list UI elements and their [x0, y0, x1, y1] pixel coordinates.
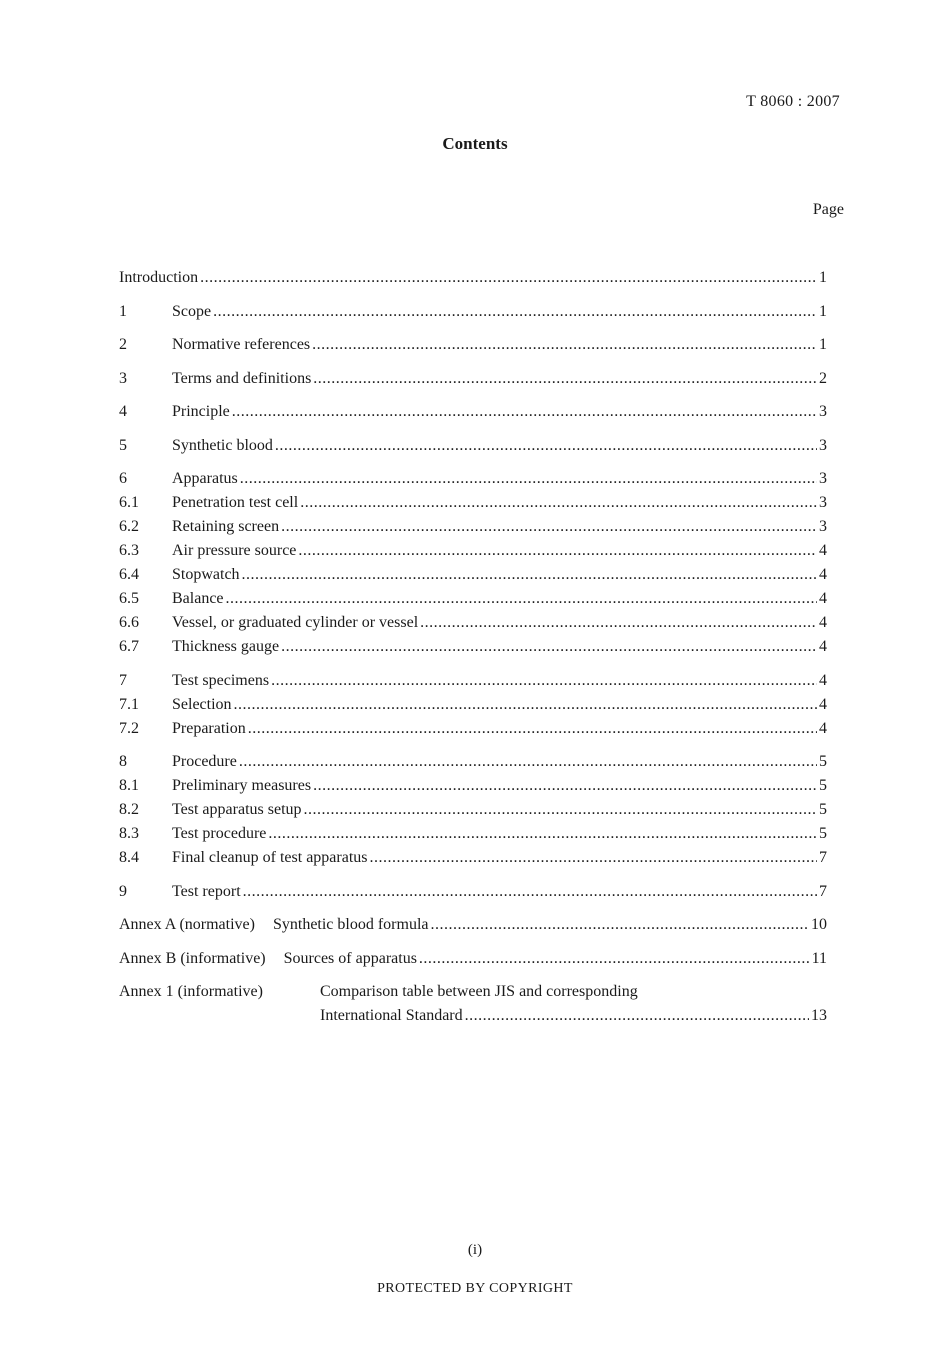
toc-title: Air pressure source — [172, 542, 297, 559]
toc-entry-5[interactable] — [119, 434, 827, 458]
leader-dots — [268, 822, 817, 846]
toc-entry-1[interactable] — [119, 300, 827, 324]
toc-number: 7.2 — [119, 719, 139, 737]
toc-title: Apparatus — [172, 470, 238, 487]
toc-entry-7[interactable] — [119, 669, 827, 693]
toc-title: Balance — [172, 590, 224, 607]
toc-entry-6-4[interactable] — [119, 563, 827, 587]
leader-dots — [240, 467, 817, 491]
toc-page: 10 — [811, 916, 827, 933]
toc-page: 5 — [819, 777, 827, 794]
toc-title: Retaining screen — [172, 518, 280, 535]
toc-number: 5 — [119, 436, 127, 454]
toc-entry-9[interactable] — [119, 880, 827, 904]
leader-dots — [370, 846, 818, 870]
toc-page: 5 — [819, 825, 827, 842]
toc-title: Test apparatus setup — [172, 801, 302, 818]
leader-dots — [420, 611, 817, 635]
toc-page: 3 — [819, 403, 827, 420]
toc-title: Synthetic blood formula — [272, 916, 429, 933]
toc-number: 6.5 — [119, 590, 139, 607]
toc-page: 4 — [819, 671, 827, 689]
leader-dots — [243, 880, 817, 904]
toc-page: 1 — [819, 302, 827, 320]
toc-number: 4 — [119, 403, 127, 420]
toc-entry-6-1[interactable] — [119, 491, 827, 515]
toc-number: 6 — [119, 470, 127, 487]
toc-page: 4 — [819, 590, 827, 607]
toc-number: 9 — [119, 882, 127, 900]
leader-dots — [275, 434, 817, 458]
leader-dots — [232, 400, 817, 424]
toc-page: 4 — [819, 542, 827, 559]
leader-dots — [281, 635, 817, 659]
toc-title: Test report — [172, 882, 241, 900]
leader-dots — [312, 333, 817, 357]
toc-title: Vessel, or graduated cylinder or vessel — [172, 614, 419, 631]
toc-page: 3 — [819, 436, 827, 454]
toc-number: 2 — [119, 336, 127, 353]
toc-title: Procedure — [172, 753, 237, 770]
toc-title: Selection — [172, 695, 232, 713]
toc-entry-7-2[interactable] — [119, 717, 827, 741]
toc-page: 3 — [819, 470, 827, 487]
toc-number: 6.2 — [119, 518, 139, 535]
toc-title: Final cleanup of test apparatus — [172, 849, 368, 866]
leader-dots — [248, 717, 817, 741]
toc-page: 11 — [811, 949, 827, 967]
toc-entry-8[interactable] — [119, 750, 827, 774]
page-marker: (i) — [467, 1242, 483, 1258]
toc-title: Preliminary measures — [172, 777, 312, 794]
toc-entry-3[interactable] — [119, 367, 827, 391]
toc-number: 6.6 — [119, 614, 139, 631]
leader-dots — [242, 563, 817, 587]
toc-entry-8-4[interactable] — [119, 846, 827, 870]
toc-number: 6.1 — [119, 494, 139, 511]
leader-dots — [300, 491, 817, 515]
annex-label: Annex 1 (informative) — [119, 983, 263, 1000]
toc-entry-8-3[interactable] — [119, 822, 827, 846]
toc-page: 5 — [819, 753, 827, 770]
copyright-notice: PROTECTED BY COPYRIGHT — [377, 1281, 573, 1296]
toc-page: 4 — [819, 719, 827, 737]
toc-entry-6-2[interactable] — [119, 515, 827, 539]
leader-dots — [213, 300, 817, 324]
toc-title: Test procedure — [172, 825, 267, 842]
toc-title: Normative references — [172, 336, 311, 353]
annex-label: Annex B (informative) — [119, 949, 266, 967]
toc-entry-introduction[interactable] — [119, 266, 827, 290]
leader-dots — [271, 669, 817, 693]
toc-entry-6-6[interactable] — [119, 611, 827, 635]
toc-title: Stopwatch — [172, 566, 240, 583]
leader-dots — [281, 515, 817, 539]
toc-number: 7 — [119, 671, 127, 689]
toc-number: 6.7 — [119, 638, 139, 655]
toc-title: Introduction — [119, 269, 199, 286]
toc-title: Terms and definitions — [172, 369, 312, 387]
table-of-contents — [119, 266, 827, 1028]
toc-number: 8.3 — [119, 825, 139, 842]
toc-title: Thickness gauge — [172, 638, 280, 655]
toc-title: Comparison table between JIS and corresponding — [320, 983, 638, 1000]
leader-dots — [234, 693, 817, 717]
document-number: T 8060 : 2007 — [746, 93, 840, 110]
toc-entry-2[interactable] — [119, 333, 827, 357]
toc-title: Preparation — [172, 719, 246, 737]
page-title: Contents — [442, 134, 508, 153]
toc-page: 3 — [819, 494, 827, 511]
toc-entry-annex-1[interactable] — [119, 980, 827, 1004]
toc-page: 4 — [819, 638, 827, 655]
toc-page: 7 — [819, 849, 827, 866]
toc-page: 2 — [819, 369, 827, 387]
toc-page: 7 — [819, 882, 827, 900]
toc-entry-8-1[interactable] — [119, 774, 827, 798]
toc-page: 1 — [819, 336, 827, 353]
toc-title: Scope — [172, 302, 212, 320]
toc-entry-8-2[interactable] — [119, 798, 827, 822]
toc-entry-annex-b[interactable] — [119, 947, 827, 971]
annex-label: Annex A (normative) — [119, 916, 255, 933]
leader-dots — [419, 947, 810, 971]
toc-number: 7.1 — [119, 695, 139, 713]
toc-number: 8.4 — [119, 849, 139, 866]
leader-dots — [200, 266, 817, 290]
toc-entry-6-3[interactable] — [119, 539, 827, 563]
leader-dots — [313, 367, 817, 391]
toc-title: Principle — [172, 403, 230, 420]
toc-entry-6[interactable] — [119, 467, 827, 491]
toc-entry-6-5[interactable] — [119, 587, 827, 611]
toc-page: 5 — [819, 801, 827, 818]
toc-title: Penetration test cell — [172, 494, 299, 511]
leader-dots — [431, 913, 810, 937]
toc-entry-7-1[interactable] — [119, 693, 827, 717]
toc-page: 4 — [819, 614, 827, 631]
toc-page: 4 — [819, 566, 827, 583]
toc-entry-annex-1-continued[interactable] — [119, 1004, 827, 1028]
toc-number: 1 — [119, 302, 127, 320]
leader-dots — [226, 587, 817, 611]
toc-entry-4[interactable] — [119, 400, 827, 424]
toc-number: 3 — [119, 369, 127, 387]
toc-number: 6.3 — [119, 542, 139, 559]
toc-page: 4 — [819, 695, 827, 713]
toc-entry-annex-a[interactable] — [119, 913, 827, 937]
page-column-heading: Page — [812, 201, 844, 218]
leader-dots — [465, 1004, 809, 1028]
toc-title: International Standard — [320, 1007, 463, 1024]
toc-number: 8 — [119, 753, 127, 770]
toc-title: Test specimens — [172, 671, 270, 689]
toc-page: 13 — [811, 1007, 827, 1024]
leader-dots — [239, 750, 817, 774]
toc-page: 3 — [819, 518, 827, 535]
toc-title: Synthetic blood — [172, 436, 273, 454]
toc-title: Sources of apparatus — [283, 949, 417, 967]
toc-page: 1 — [819, 269, 827, 286]
toc-entry-6-7[interactable] — [119, 635, 827, 659]
leader-dots — [304, 798, 817, 822]
leader-dots — [298, 539, 817, 563]
toc-number: 8.1 — [119, 777, 139, 794]
leader-dots — [313, 774, 817, 798]
toc-number: 8.2 — [119, 801, 139, 818]
toc-number: 6.4 — [119, 566, 139, 583]
